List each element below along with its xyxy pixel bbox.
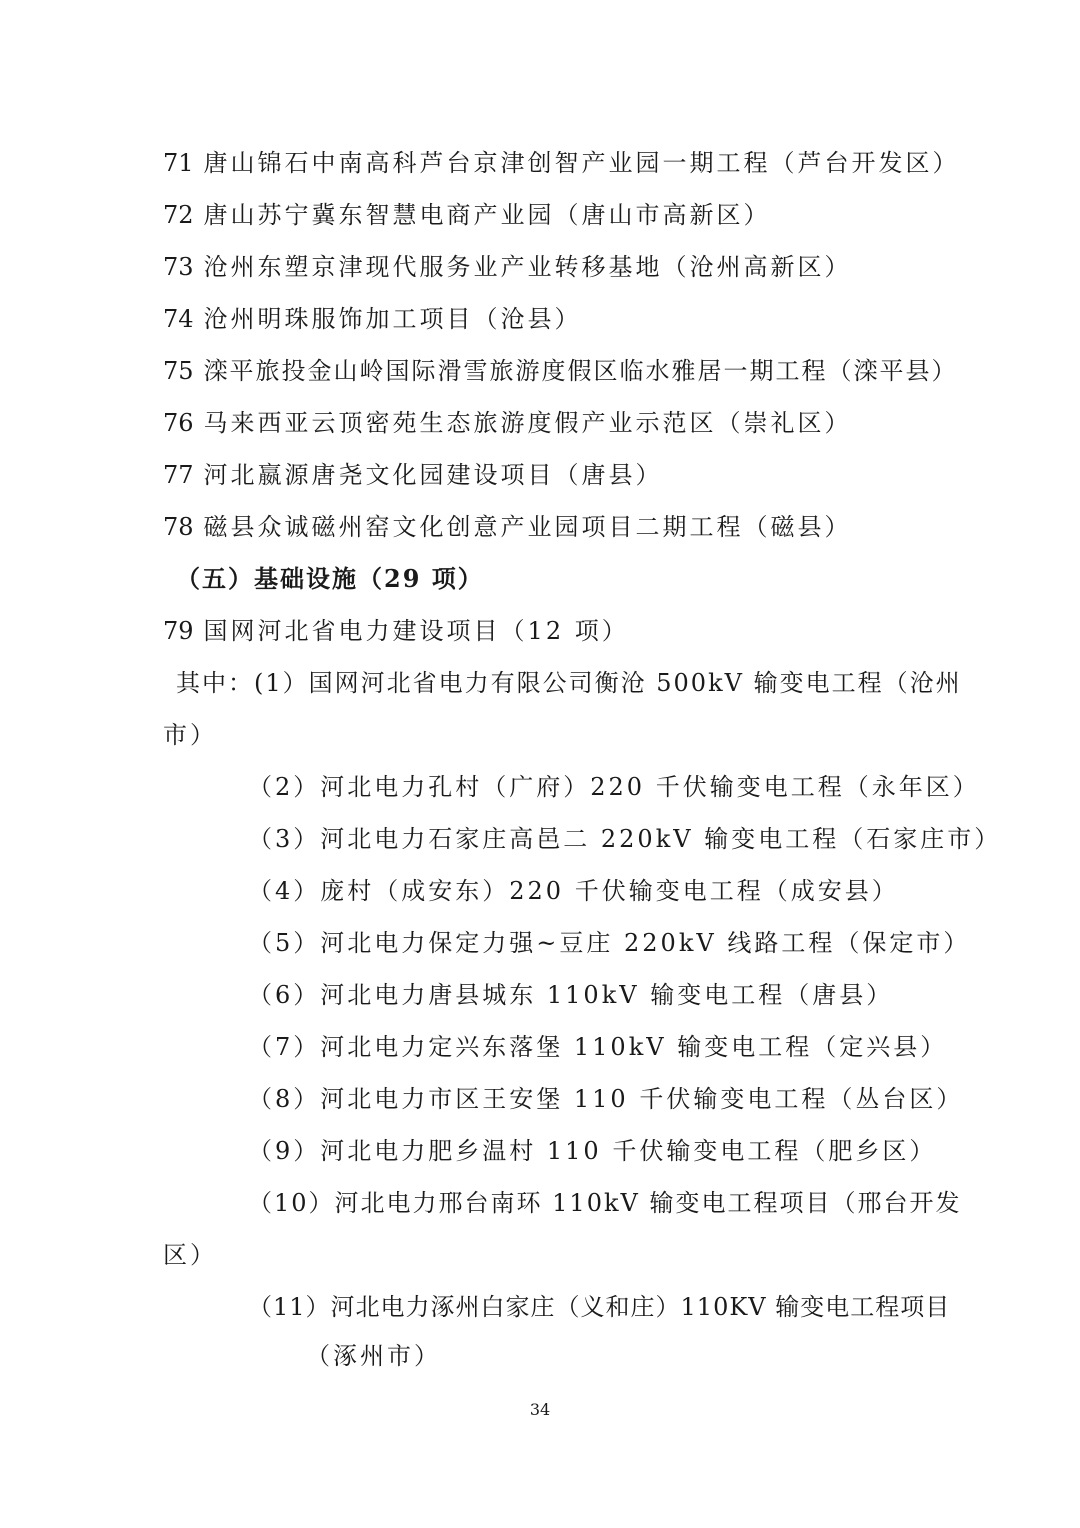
sub-item: （5）河北电力保定力强~豆庄 220kV 线路工程（保定市）: [248, 929, 971, 957]
sub-item-line: 其中：(1）国网河北省电力有限公司衡沧 500kV 输变电工程（沧州: [176, 669, 962, 697]
list-item: [163, 199, 771, 231]
item-number: 71: [163, 149, 194, 177]
sub-item: （4）庞村（成安东）220 千伏输变电工程（成安县）: [248, 877, 899, 905]
sub-item-line: （10）河北电力邢台南环 110kV 输变电工程项目（邢台开发: [248, 1189, 962, 1217]
sub-item: （7）河北电力定兴东落堡 110kV 输变电工程（定兴县）: [248, 1033, 948, 1061]
item-number: 74: [163, 305, 194, 333]
sub-item: （2）河北电力孔村（广府）220 千伏输变电工程（永年区）: [248, 773, 980, 801]
sub-item-line: （涿州市）: [306, 1342, 441, 1370]
sub-item: （3）河北电力石家庄高邑二 220kV 输变电工程（石家庄市）: [248, 825, 1002, 853]
list-item: [163, 615, 629, 647]
sub-item-line: 区）: [163, 1241, 217, 1269]
item-text: 河北嬴源唐尧文化园建设项目（唐县）: [203, 461, 663, 489]
list-item: [163, 459, 663, 491]
sub-item: （9）河北电力肥乡温村 110 千伏输变电工程（肥乡区）: [248, 1137, 937, 1165]
item-text: 滦平旅投金山岭国际滑雪旅游度假区临水雅居一期工程（滦平县）: [203, 357, 958, 385]
sub-item-line: 市）: [163, 721, 217, 749]
section-heading: （五）基础设施（29 项）: [176, 564, 484, 593]
item-number: 75: [163, 357, 194, 385]
sub-item-line: （11）河北电力涿州白家庄（义和庄）110KV 输变电工程项目: [248, 1293, 951, 1321]
item-text: 马来西亚云顶密苑生态旅游度假产业示范区（崇礼区）: [203, 409, 852, 437]
item-text: 磁县众诚磁州窑文化创意产业园项目二期工程（磁县）: [203, 513, 852, 541]
item-number: 79: [163, 617, 194, 645]
item-text: 唐山苏宁冀东智慧电商产业园（唐山市高新区）: [203, 201, 771, 229]
item-number: 73: [163, 253, 194, 281]
item-text: 国网河北省电力建设项目（12 项）: [203, 617, 629, 645]
list-item: [163, 303, 582, 335]
item-number: 77: [163, 461, 194, 489]
item-text: 沧州东塑京津现代服务业产业转移基地（沧州高新区）: [203, 253, 852, 281]
sub-item: （6）河北电力唐县城东 110kV 输变电工程（唐县）: [248, 981, 894, 1009]
item-number: 72: [163, 201, 194, 229]
item-number: 78: [163, 513, 194, 541]
list-item: [163, 407, 852, 439]
sub-item: （8）河北电力市区王安堡 110 千伏输变电工程（丛台区）: [248, 1085, 964, 1113]
list-item: [163, 511, 852, 543]
page-number: 34: [529, 1400, 551, 1419]
item-number: 76: [163, 409, 194, 437]
list-item: [163, 147, 960, 179]
item-text: 沧州明珠服饰加工项目（沧县）: [203, 305, 582, 333]
list-item: [163, 251, 852, 283]
list-item: [163, 355, 958, 387]
item-text: 唐山锦石中南高科芦台京津创智产业园一期工程（芦台开发区）: [203, 149, 960, 177]
